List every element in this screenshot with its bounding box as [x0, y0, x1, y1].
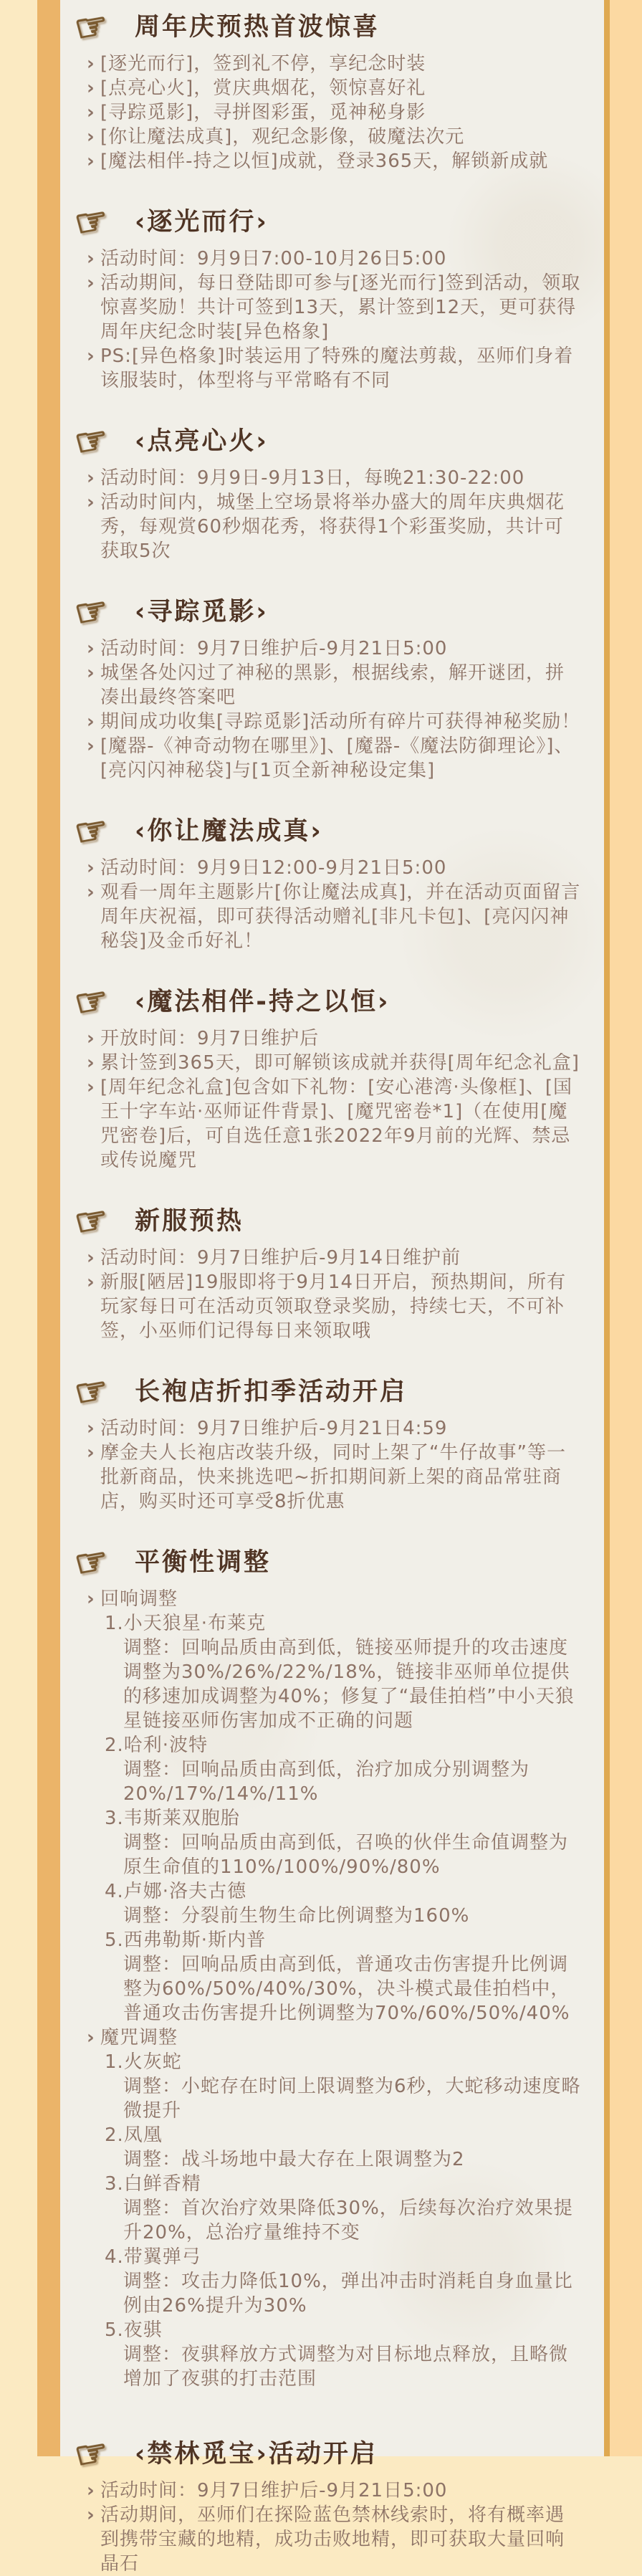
numbered-item [76, 1879, 583, 1904]
bullet-item [76, 1051, 583, 1075]
left-border [37, 0, 60, 2456]
section-fireworks-event [60, 417, 604, 563]
section-header [60, 1538, 604, 1587]
bullet-marker-icon: › [87, 1247, 95, 1269]
section-title: 长袍店折扣季活动开启 [135, 1377, 408, 1406]
pointing-hand-icon: ☞ [71, 198, 112, 247]
pointing-hand-icon: ☞ [71, 1197, 112, 1246]
detail-item [76, 1831, 583, 1879]
section-header [60, 588, 604, 636]
bullet-item [76, 100, 583, 125]
bullet-item [76, 271, 583, 344]
item-text: 观看一周年主题影片[你让魔法成真]，并在活动页面留言周年庆祝福，即可获得活动赠礼[非凡卡包]、[亮闪闪神秘袋]及金币好礼！ [100, 882, 581, 952]
bullet-marker-icon: › [87, 1052, 95, 1074]
item-text: 调整：夜骐释放方式调整为对目标地点释放，且略微增加了夜骐的打击范围 [123, 2344, 569, 2390]
section-title: ‹禁林觅宝›活动开启 [135, 2439, 378, 2468]
detail-item [76, 2074, 583, 2123]
item-text: 2.哈利·波特 [105, 1735, 209, 1756]
bullet-marker-icon: › [87, 151, 95, 172]
numbered-item [76, 2245, 583, 2269]
section-items [60, 1587, 604, 2391]
section-forbidden-forest-event [60, 2430, 604, 2576]
bullet-marker-icon: › [87, 1272, 95, 1293]
numbered-item [76, 1928, 583, 1952]
detail-item [76, 2196, 583, 2245]
detail-item [76, 1952, 583, 2026]
item-text: 调整：攻击力降低10%，弹出冲击时消耗自身血量比例由26%提升为30% [123, 2271, 573, 2317]
item-text: 3.白鲜香精 [105, 2173, 201, 2195]
detail-item [76, 2342, 583, 2391]
bullet-marker-icon: › [87, 638, 95, 659]
item-text: [寻踪觅影]，寻拼图彩蛋，觅神秘身影 [100, 102, 426, 123]
section-title: 新服预热 [135, 1206, 244, 1236]
section-items [60, 856, 604, 953]
section-header [60, 3, 604, 52]
item-text: 4.卢娜·洛夫古德 [105, 1881, 247, 1902]
bullet-item [76, 1587, 583, 1611]
bullet-item [76, 734, 583, 783]
bullet-item [76, 52, 583, 76]
pointing-hand-icon: ☞ [71, 2430, 112, 2479]
section-title: ‹你让魔法成真› [135, 816, 323, 846]
bullet-item [76, 2479, 583, 2503]
pointing-hand-icon: ☞ [71, 1368, 112, 1416]
bullet-item [76, 856, 583, 880]
section-items [60, 1026, 604, 1173]
section-achievement-event [60, 978, 604, 1173]
section-items [60, 1416, 604, 1514]
detail-item [76, 2269, 583, 2318]
pointing-hand-icon: ☞ [71, 417, 112, 466]
pointing-hand-icon: ☞ [71, 978, 112, 1026]
section-title: ‹魔法相伴-持之以恒› [135, 987, 391, 1016]
section-header [60, 1197, 604, 1246]
bullet-item [76, 1416, 583, 1441]
bullet-item [76, 1026, 583, 1051]
bullet-marker-icon: › [87, 2027, 95, 2048]
bullet-marker-icon: › [87, 467, 95, 489]
item-text: 调整：首次治疗效果降低30%，后续每次治疗效果提升20%，总治疗量维持不变 [123, 2198, 573, 2243]
bullet-marker-icon: › [87, 711, 95, 733]
item-text: 5.西弗勒斯·斯内普 [105, 1929, 267, 1951]
bullet-item [76, 490, 583, 563]
item-text: 1.小天狼星·布莱克 [105, 1613, 267, 1634]
pointing-hand-icon: ☞ [71, 807, 112, 856]
bullet-marker-icon: › [87, 102, 95, 123]
item-text: 调整：回响品质由高到低，召唤的伙伴生命值调整为原生命值的110%/100%/90%/80% [123, 1832, 569, 1878]
bullet-item [76, 880, 583, 953]
item-text: 活动时间：9月9日-9月13日，每晚21:30-22:00 [100, 467, 525, 489]
item-text: 活动时间：9月9日7:00-10月26日5:00 [100, 248, 447, 269]
numbered-item [76, 2050, 583, 2074]
detail-item [76, 1757, 583, 1806]
bullet-item [76, 344, 583, 393]
bullet-marker-icon: › [87, 1028, 95, 1049]
bullet-marker-icon: › [87, 77, 95, 99]
bullet-item [76, 1441, 583, 1514]
item-text: 活动时间：9月7日维护后-9月21日5:00 [100, 2480, 448, 2501]
bullet-item [76, 247, 583, 271]
item-text: 期间成功收集[寻踪觅影]活动所有碎片可获得神秘奖励！ [100, 711, 581, 733]
item-text: 调整：回响品质由高到低，普通攻击伤害提升比例调整为60%/50%/40%/30%，决斗模式最佳拍档中，普通攻击伤害提升比例调整为70%/60%/50%/40% [123, 1954, 570, 2024]
item-text: 活动期间，每日登陆即可参与[逐光而行]签到活动，领取惊喜奖励！共计可签到13天，累计签到12天，更可获得周年庆纪念时装[异色格象] [100, 272, 581, 343]
detail-item [76, 2147, 583, 2172]
page-margin-left [0, 0, 37, 2456]
section-new-server [60, 1197, 604, 1343]
section-sign-in-event [60, 198, 604, 393]
bullet-item [76, 710, 583, 734]
bullet-item [76, 2026, 583, 2050]
item-text: 活动时间：9月7日维护后-9月21日4:59 [100, 1418, 448, 1439]
bullet-marker-icon: › [87, 345, 95, 367]
bullet-item [76, 2503, 583, 2576]
bullet-marker-icon: › [87, 2480, 95, 2501]
section-puzzle-event [60, 588, 604, 783]
detail-item [76, 1636, 583, 1733]
item-text: 累计签到365天，即可解锁该成就并获得[周年纪念礼盒] [100, 1052, 580, 1074]
bullet-item [76, 1075, 583, 1173]
numbered-item [76, 1611, 583, 1636]
bullet-marker-icon: › [87, 1418, 95, 1439]
section-title: 周年庆预热首波惊喜 [135, 12, 380, 42]
section-robe-shop-sale [60, 1368, 604, 1514]
numbered-item [76, 2318, 583, 2342]
bullet-marker-icon: › [87, 2504, 95, 2526]
bullet-marker-icon: › [87, 662, 95, 684]
bullet-marker-icon: › [87, 53, 95, 75]
item-text: 5.夜骐 [105, 2319, 163, 2341]
section-items [60, 636, 604, 783]
bullet-item [76, 636, 583, 661]
numbered-item [76, 1806, 583, 1831]
item-text: 活动时间内，城堡上空场景将举办盛大的周年庆典烟花秀，每观赏60秒烟花秀，将获得1个彩蛋奖励，共计可获取5次 [100, 492, 565, 562]
bullet-item [76, 466, 583, 490]
item-text: 调整：回响品质由高到低，链接巫师提升的攻击速度调整为30%/26%/22%/18%，链接非巫师单位提供的移速加成调整为40%；修复了“最佳拍档”中小天狼星链接巫师伤害加成不正确的问题 [123, 1637, 575, 1732]
bullet-marker-icon: › [87, 126, 95, 148]
section-title: ‹逐光而行› [135, 207, 269, 237]
page-margin-right [610, 0, 642, 2456]
item-text: 摩金夫人长袍店改装升级，同时上架了“牛仔故事”等一批新商品，快来挑选吧~折扣期间新上架的商品常驻商店，购买时还可享受8折优惠 [100, 1442, 566, 1512]
section-header [60, 807, 604, 856]
section-title: ‹点亮心火› [135, 426, 269, 456]
section-items [60, 466, 604, 563]
item-text: [逐光而行]，签到礼不停，享纪念时装 [100, 53, 426, 75]
item-text: 回响调整 [100, 1588, 178, 1610]
item-text: [点亮心火]，赏庆典烟花，领惊喜好礼 [100, 77, 426, 99]
right-border [604, 0, 610, 2456]
bullet-marker-icon: › [87, 1077, 95, 1098]
item-text: [周年纪念礼盒]包含如下礼物：[安心港湾·头像框]、[国王十字车站·巫师证件背景]、[魔咒密卷*1]（在使用[魔咒密卷]后，可自选任意1张2022年9月前的光辉、禁忌或传说魔咒 [100, 1077, 572, 1171]
section-header [60, 978, 604, 1026]
bullet-marker-icon: › [87, 857, 95, 879]
item-text: [魔器-《神奇动物在哪里》]、[魔器-《魔法防御理论》]、[亮闪闪神秘袋]与[1页全新神秘设定集] [100, 735, 574, 781]
item-text: 开放时间：9月7日维护后 [100, 1028, 320, 1049]
bullet-marker-icon: › [87, 1442, 95, 1464]
pointing-hand-icon: ☞ [71, 3, 112, 52]
numbered-item [76, 2172, 583, 2196]
section-header [60, 198, 604, 247]
item-text: [魔法相伴-持之以恒]成就，登录365天，解锁新成就 [100, 151, 549, 172]
detail-item [76, 1904, 583, 1928]
bullet-marker-icon: › [87, 272, 95, 294]
section-film-event [60, 807, 604, 953]
item-text: 2.凤凰 [105, 2124, 163, 2146]
pointing-hand-icon: ☞ [71, 1538, 112, 1587]
bullet-marker-icon: › [87, 248, 95, 269]
bullet-item [76, 661, 583, 710]
bullet-item [76, 1246, 583, 1270]
item-text: 调整：回响品质由高到低，治疗加成分别调整为20%/17%/14%/11% [123, 1759, 530, 1805]
item-text: 魔咒调整 [100, 2027, 178, 2048]
bullet-marker-icon: › [87, 735, 95, 757]
item-text: 活动时间：9月9日12:00-9月21日5:00 [100, 857, 447, 879]
item-text: 调整：小蛇存在时间上限调整为6秒，大蛇移动速度略微提升 [123, 2076, 581, 2122]
item-text: 活动时间：9月7日维护后-9月21日5:00 [100, 638, 448, 659]
item-text: [你让魔法成真]，观纪念影像，破魔法次元 [100, 126, 465, 148]
bullet-item [76, 1270, 583, 1343]
pointing-hand-icon: ☞ [71, 588, 112, 636]
item-text: 4.带翼弹弓 [105, 2246, 201, 2268]
item-text: 调整：分裂前生物生命比例调整为160% [123, 1905, 470, 1927]
item-text: PS:[异色格象]时装运用了特殊的魔法剪裁，巫师们身着该服装时，体型将与平常略有不同 [100, 345, 574, 391]
section-items [60, 2479, 604, 2576]
bullet-item [76, 149, 583, 173]
bullet-marker-icon: › [87, 882, 95, 903]
section-title: 平衡性调整 [135, 1547, 272, 1577]
section-items [60, 1246, 604, 1343]
item-text: 1.火灰蛇 [105, 2051, 182, 2073]
numbered-item [76, 2123, 583, 2147]
bullet-item [76, 76, 583, 100]
section-anniversary-highlights [60, 3, 604, 173]
section-header [60, 417, 604, 466]
item-text: 城堡各处闪过了神秘的黑影，根据线索，解开谜团，拼凑出最终答案吧 [100, 662, 565, 708]
section-balance-changes [60, 1538, 604, 2391]
bullet-marker-icon: › [87, 492, 95, 513]
section-header [60, 2430, 604, 2479]
bullet-item [76, 125, 583, 149]
item-text: 活动期间，巫师们在探险蓝色禁林线索时，将有概率遇到携带宝藏的地精，成功击败地精，即可获取大量回响晶石 [100, 2504, 565, 2575]
item-text: 调整：战斗场地中最大存在上限调整为2 [123, 2149, 465, 2170]
announcement-page [60, 0, 604, 2575]
section-title: ‹寻踪觅影› [135, 597, 269, 626]
section-items [60, 247, 604, 393]
item-text: 3.韦斯莱双胞胎 [105, 1808, 240, 1829]
section-items [60, 52, 604, 173]
bullet-marker-icon: › [87, 1588, 95, 1610]
section-header [60, 1368, 604, 1416]
item-text: 活动时间：9月7日维护后-9月14日维护前 [100, 1247, 461, 1269]
item-text: 新服[陋居]19服即将于9月14日开启，预热期间，所有玩家每日可在活动页领取登录奖励，持续七天，不可补签，小巫师们记得每日来领取哦 [100, 1272, 566, 1342]
numbered-item [76, 1733, 583, 1757]
